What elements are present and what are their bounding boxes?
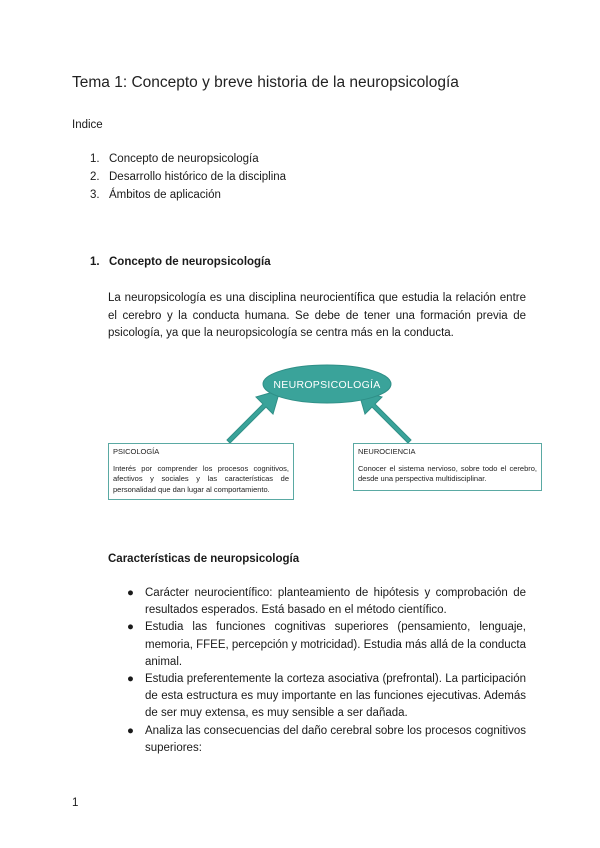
arrow-left-icon (227, 390, 280, 443)
toc-number: 1. (90, 153, 100, 165)
table-of-contents (90, 150, 286, 204)
toc-item (90, 186, 286, 204)
list-item-text: Analiza las consecuencias del daño cerebral sobre los procesos cognitivos superiores: (145, 724, 526, 754)
toc-label: Desarrollo histórico de la disciplina (109, 171, 287, 183)
toc-number: 3. (90, 189, 100, 201)
psicologia-box (108, 443, 294, 500)
toc-label: Concepto de neuropsicología (109, 153, 259, 165)
page-number: 1 (72, 797, 79, 809)
bullet-icon: ● (127, 724, 134, 737)
toc-item (90, 150, 286, 168)
neurociencia-text: Conocer el sistema nervioso, sobre todo el cerebro, desde una perspectiva multidisciplinar. (358, 463, 537, 483)
psicologia-title: PSICOLOGÍA (113, 447, 160, 456)
section-number: 1. (90, 256, 100, 268)
toc-number: 2. (90, 171, 100, 183)
center-oval-label: NEUROPSICOLOGÍA (273, 379, 381, 391)
list-item (124, 723, 526, 757)
characteristics-list (124, 585, 526, 757)
toc-item (90, 168, 286, 186)
neurociencia-box (353, 443, 542, 491)
list-item (124, 619, 526, 671)
bullet-icon: ● (127, 587, 134, 599)
list-item-text: Estudia preferentemente la corteza asociativa (prefrontal). La participación de esta estructura es muy importante en las funciones ejecutivas. Además de ser muy extensa, es muy sensible a ser dañada. (145, 673, 526, 720)
list-item-text: Carácter neurocientífico: planteamiento de hipótesis y comprobación de resultados esperados. Está basado en el método científico. (145, 587, 526, 617)
section-title: Concepto de neuropsicología (109, 256, 271, 268)
list-item (124, 671, 526, 723)
bullet-icon: ● (127, 673, 134, 686)
section-paragraph: La neuropsicología es una disciplina neurocientífica que estudia la relación entre el cerebro y la conducta humana. Se debe de tener una formación previa de psicología, ya que la neuropsicología se centra más en la conducta. (108, 292, 526, 339)
concept-diagram (100, 360, 550, 510)
list-item-text: Estudia las funciones cognitivas superiores (pensamiento, lenguaje, memoria, FFEE, percepción y motricidad). Estudia más allá de la conducta animal. (145, 621, 526, 668)
list-item (124, 585, 526, 619)
page-title: Tema 1: Concepto y breve historia de la neuropsicología (72, 74, 459, 91)
toc-label: Ámbitos de aplicación (109, 189, 221, 201)
bullet-icon: ● (127, 621, 134, 634)
index-label: Indice (72, 119, 103, 131)
neurociencia-title: NEUROCIENCIA (358, 447, 416, 456)
psicologia-text: Interés por comprender los procesos cognitivos, afectivos y sociales y las características de personalidad que dan lugar al comportamiento. (113, 463, 289, 494)
characteristics-heading: Características de neuropsicología (108, 553, 300, 565)
section-heading (90, 256, 271, 268)
